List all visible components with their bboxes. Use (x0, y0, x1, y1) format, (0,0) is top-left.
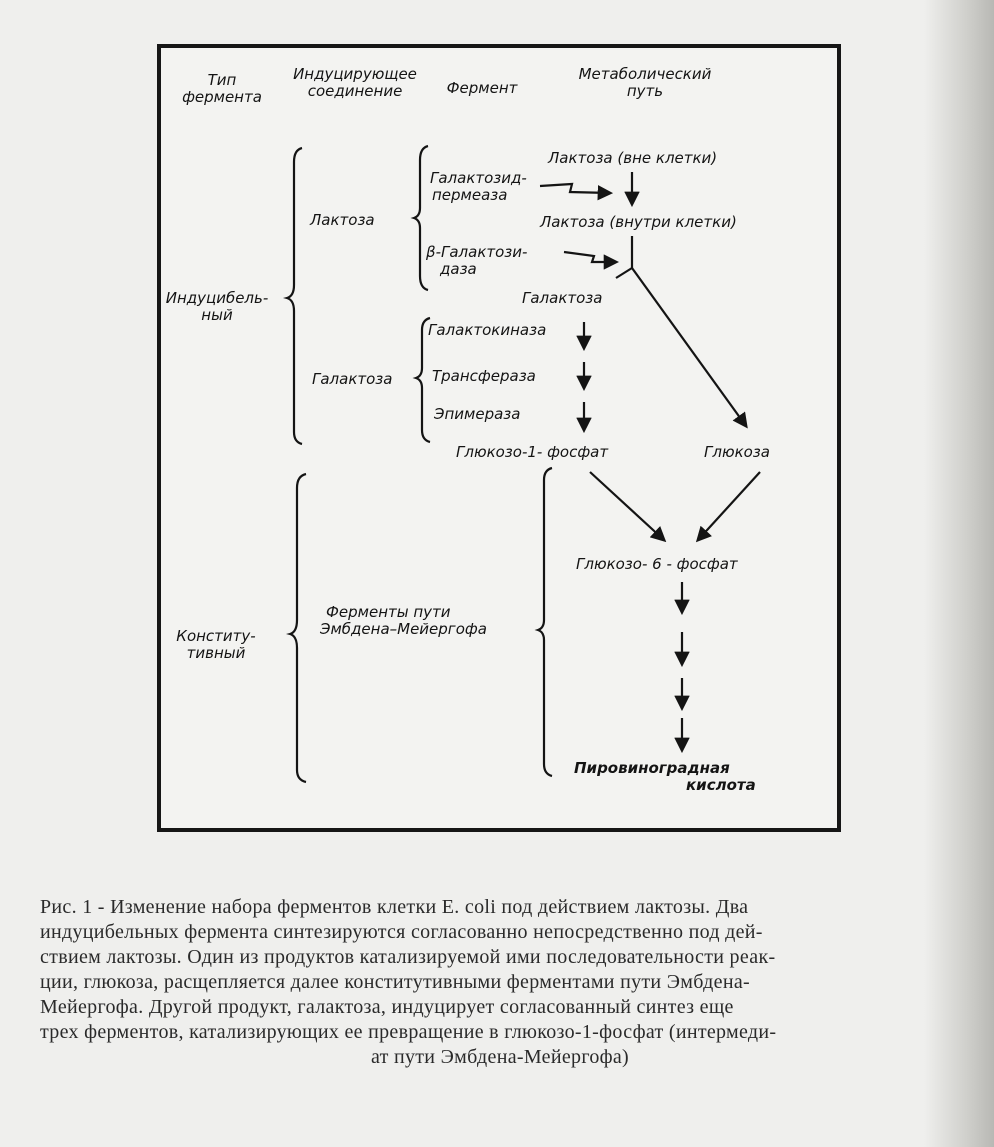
enzyme-galactosidase (426, 244, 527, 278)
brace-constitutive (290, 474, 306, 782)
inducer-lactose: Лактоза (310, 211, 375, 229)
enzyme-permease-line1: Галактозид- (430, 169, 527, 187)
header-enzyme: Фермент (446, 79, 518, 97)
caption-line-4: ции, глюкоза, расщепляется далее конститутивными ферментами пути Эмбдена- (40, 971, 750, 993)
type-inducible-line1: Индуцибель- (165, 289, 269, 307)
header-inducer-line2: соединение (307, 82, 403, 100)
caption-line-2: индуцибельных фермента синтезируются согласованно непосредственно под дей- (40, 921, 763, 943)
brace-pathway-enzymes (538, 468, 552, 776)
type-inducible (158, 290, 276, 324)
type-constitutive-line2: тивный (186, 644, 246, 662)
metabolite-glucose: Глюкоза (704, 443, 770, 461)
enzyme-permease-line2: пермеаза (432, 186, 508, 204)
type-inducible-line2: ный (201, 306, 233, 324)
header-enzyme-type (172, 72, 272, 106)
figure-caption (40, 895, 960, 1070)
header-type-line2: фермента (182, 88, 262, 106)
metabolite-pyruvic-acid (574, 760, 784, 794)
caption-line-5: Мейергофа. Другой продукт, галактоза, индуцирует согласованный синтез еще (40, 996, 734, 1018)
metabolite-lactose-outside: Лактоза (вне клетки) (548, 149, 718, 167)
caption-line-1: Рис. 1 - Изменение набора ферментов клетки E. coli под действием лактозы. Два (40, 896, 749, 918)
header-inducer-line1: Индуцирующее (293, 65, 417, 83)
pyruvic-line2: кислота (686, 776, 756, 794)
header-inducer (280, 66, 430, 100)
pathway-line1: Ферменты пути (326, 603, 451, 621)
enzyme-galactokinase: Галактокиназа (428, 321, 547, 339)
inducer-pathway-enzymes (320, 604, 535, 638)
metabolite-glucose-6-phosphate: Глюкозо- 6 - фосфат (576, 555, 738, 573)
enzyme-galactosidase-line2: даза (440, 260, 477, 278)
metabolite-glucose-1-phosphate: Глюкозо-1- фосфат (456, 443, 609, 461)
enzyme-epimerase: Эпимераза (434, 405, 521, 423)
header-type-line1: Тип (207, 71, 237, 89)
caption-line-3: ствием лактозы. Один из продуктов катализируемой ими последовательности реак- (40, 946, 776, 968)
enzyme-permease (430, 170, 527, 204)
inducer-galactose: Галактоза (312, 370, 393, 388)
header-metabolic-path (560, 66, 730, 100)
caption-line-6: трех ферментов, катализирующих ее превращение в глюкозо-1-фосфат (интермеди- (40, 1021, 777, 1043)
pathway-line2: Эмбдена–Мейергофа (320, 620, 487, 638)
enzyme-galactosidase-line1: β-Галактози- (426, 243, 528, 261)
metabolite-lactose-inside: Лактоза (внутри клетки) (540, 213, 737, 231)
pyruvic-line1: Пировиноградная (574, 759, 730, 777)
header-path-line1: Метаболический (578, 65, 712, 83)
metabolite-galactose: Галактоза (522, 289, 603, 307)
caption-line-7: ат пути Эмбдена-Мейергофа) (370, 1046, 630, 1068)
enzyme-transferase: Трансфераза (432, 367, 536, 385)
brace-inducible (287, 148, 302, 444)
type-constitutive (160, 628, 272, 662)
type-constitutive-line1: Конститу- (176, 627, 256, 645)
header-path-line2: путь (626, 82, 664, 100)
